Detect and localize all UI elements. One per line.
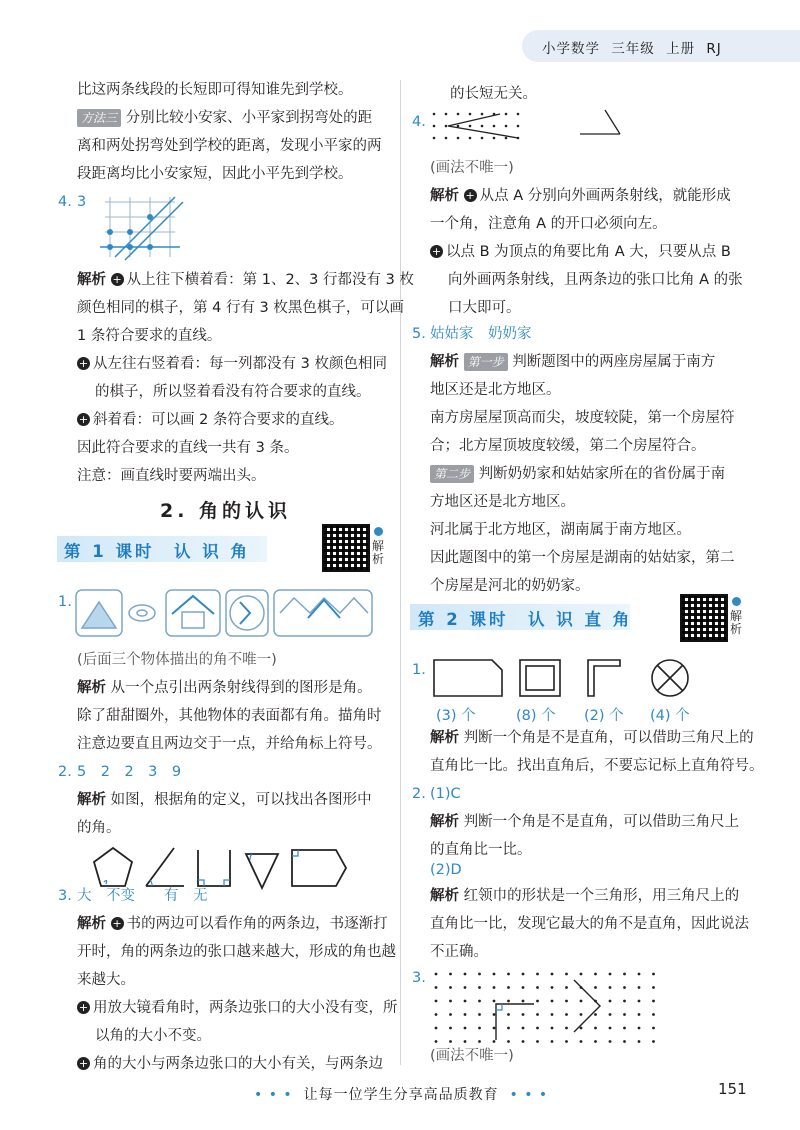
- q4-answer: 3: [77, 194, 87, 210]
- grid-dot: [638, 1013, 641, 1016]
- lesson2-title: 第 2 课时 认 识 直 角: [418, 610, 633, 629]
- grid-dot: [478, 986, 481, 989]
- grid-dot: [594, 1040, 597, 1043]
- grid-dot: [507, 1013, 510, 1016]
- grid-dot: [580, 1040, 583, 1043]
- grid-dot: [478, 1000, 481, 1003]
- q1-number: 1.: [58, 594, 72, 610]
- left-line-4: 段距离均比小安家短，因此小平先到学校。: [77, 166, 353, 182]
- jx7-line-a: 解析 判断一个角是不是直角，可以借助三角尺上的: [430, 730, 754, 746]
- grid-dot: [435, 973, 438, 976]
- bullet-icon: +: [78, 1001, 89, 1014]
- grid-dot: [507, 986, 510, 989]
- grid-dot: [652, 1027, 655, 1030]
- grid-dot: [522, 986, 525, 989]
- analysis-label: 解析: [430, 354, 459, 370]
- jx1-line-d: + 从左往右竖着看：每一列都没有 3 枚颜色相同: [78, 356, 387, 372]
- page-number: 151: [718, 1080, 747, 1098]
- jx6-line-h: 因此题图中的第一个房屋是湖南的姑姑家，第二: [430, 550, 735, 566]
- grid-dot: [464, 1040, 467, 1043]
- jx5-line-e: 口大即可。: [448, 300, 521, 316]
- grid-dot: [623, 1000, 626, 1003]
- rq4-note: (画法不唯一): [430, 160, 514, 176]
- bullet-icon: +: [78, 357, 89, 370]
- bullet-icon: +: [112, 273, 122, 286]
- rays-figure: [430, 108, 630, 144]
- jx8-line-b: 的直角比一比。: [430, 842, 532, 858]
- grid-dot: [464, 973, 467, 976]
- rq2-answer-2: (2)D: [430, 862, 462, 878]
- grid-dot: [623, 1013, 626, 1016]
- grid-dot: [435, 986, 438, 989]
- analysis-label: 解析: [430, 188, 459, 204]
- q3-answer: 大 不变 有 无: [77, 888, 208, 904]
- chess-grid-figure: [95, 192, 185, 262]
- q2-answer: 5 2 2 3 9: [77, 764, 182, 780]
- grid-dot: [435, 1040, 438, 1043]
- analysis-label: 解析: [430, 814, 459, 830]
- jx1-line-f: + 斜着看：可以画 2 条符合要求的直线。: [78, 412, 344, 428]
- rq4-number: 4.: [412, 114, 426, 130]
- grid-dot: [435, 1000, 438, 1003]
- jx5-line-c: + 以点 B 为顶点的角要比角 A 大，只要从点 B: [431, 244, 731, 260]
- jx6-line-i: 个房屋是河北的奶奶家。: [430, 578, 590, 594]
- grid-dot: [449, 1040, 452, 1043]
- grid-dot: [652, 986, 655, 989]
- jx3-line-b: 的角。: [77, 820, 121, 836]
- rq3-note: (画法不唯一): [430, 1048, 514, 1064]
- jx9-line-c: 不正确。: [430, 944, 488, 960]
- grid-dot: [565, 1013, 568, 1016]
- grid-dot: [652, 1040, 655, 1043]
- grid-dot: [522, 1040, 525, 1043]
- jx5-line-b: 一个角，注意角 A 的开口必须向左。: [430, 216, 667, 232]
- grid-dot: [623, 1027, 626, 1030]
- grid-dot: [609, 973, 612, 976]
- qr-code-icon[interactable]: [322, 524, 370, 572]
- jx1-line-g: 因此符合要求的直线一共有 3 条。: [77, 440, 299, 456]
- play-icon: [732, 597, 741, 606]
- grid-dot: [449, 1027, 452, 1030]
- grid-dot: [609, 1000, 612, 1003]
- qr-label: 解析: [730, 609, 743, 636]
- grid-dot: [609, 986, 612, 989]
- grid-dot: [478, 1040, 481, 1043]
- jx2-line-a: 解析 从一个点引出两条射线得到的图形是角。: [77, 680, 372, 696]
- left-line-3: 离和两处拐弯处到学校的距离，发现小平家的两: [77, 138, 382, 154]
- jx4-line-c: 来越大。: [77, 972, 135, 988]
- header-volume: 上册: [666, 41, 696, 57]
- count-3: (2) 个: [584, 708, 624, 724]
- grid-dot: [580, 1013, 583, 1016]
- jx4-line-b: 开时，角的两条边的张口越来越大，形成的角也越: [77, 944, 396, 960]
- grid-dot: [609, 1040, 612, 1043]
- shape-angles-figure: [88, 842, 348, 892]
- grid-dot: [493, 1040, 496, 1043]
- jx1-line-e: 的棋子，所以竖着看没有符合要求的直线。: [95, 384, 371, 400]
- grid-dot: [623, 973, 626, 976]
- rq1-counts: [436, 704, 706, 724]
- method3-text: 分别比较小安家、小平家到拐弯处的距: [125, 110, 373, 126]
- grid-dot: [435, 1013, 438, 1016]
- grid-dot: [478, 973, 481, 976]
- jx7-line-b: 直角比一比。找出直角后，不要忘记标上直角符号。: [430, 758, 764, 774]
- grid-dot: [652, 1000, 655, 1003]
- grid-dot: [609, 1027, 612, 1030]
- jx6-line-d: 合；北方屋顶坡度较缓，第二个房屋符合。: [430, 438, 706, 454]
- grid-dot: [623, 1040, 626, 1043]
- grid-dot: [551, 986, 554, 989]
- jx5-line-d: 向外画两条射线，且两条边的张口比角 A 的张: [448, 272, 743, 288]
- grid-dot: [435, 1027, 438, 1030]
- grid-dot: [536, 1027, 539, 1030]
- analysis-label: 解析: [77, 272, 106, 288]
- jx6-line-g: 河北属于北方地区，湖南属于南方地区。: [430, 522, 691, 538]
- header-grade: 三年级: [611, 41, 655, 57]
- grid-dot: [464, 1013, 467, 1016]
- rq5-number: 5.: [412, 326, 426, 342]
- grid-dot: [536, 986, 539, 989]
- grid-dot: [478, 1027, 481, 1030]
- play-icon: [374, 527, 383, 536]
- right-angle-shapes-figure: [430, 656, 710, 702]
- grid-dot: [565, 1040, 568, 1043]
- grid-dot: [565, 1027, 568, 1030]
- grid-dot: [594, 1027, 597, 1030]
- jx1-line-b: 颜色相同的棋子，第 4 行有 3 枚黑色棋子，可以画: [77, 300, 404, 316]
- rq2-answer-1: (1)C: [430, 786, 461, 802]
- grid-dot: [536, 1000, 539, 1003]
- q2-number: 2.: [58, 764, 72, 780]
- jx1-line-h: 注意：画直线时要两端出头。: [77, 468, 266, 484]
- grid-dot: [493, 1013, 496, 1016]
- grid-dot: [507, 973, 510, 976]
- grid-dot: [565, 973, 568, 976]
- grid-dot: [551, 1040, 554, 1043]
- angle-objects-figure: [74, 588, 374, 640]
- jx9-line-b: 直角比一比，发现它最大的角不是直角，因此说法: [430, 916, 749, 932]
- grid-dot: [609, 1013, 612, 1016]
- bullet-icon: +: [112, 917, 122, 930]
- grid-dot: [638, 1040, 641, 1043]
- dot-grid-right-angle-figure: [430, 966, 670, 1044]
- grid-dot: [551, 1013, 554, 1016]
- qr-code-icon[interactable]: [680, 594, 728, 642]
- grid-dot: [580, 973, 583, 976]
- header-subject: 小学数学: [542, 41, 600, 57]
- section-title: 2. 角的认识: [160, 500, 292, 522]
- grid-dot: [464, 986, 467, 989]
- grid-dot: [478, 1013, 481, 1016]
- jx4-line-a: 解析 + 书的两边可以看作角的两条边，书逐渐打: [77, 916, 388, 932]
- bullet-icon: +: [78, 413, 89, 426]
- grid-dot: [623, 986, 626, 989]
- jx1-line-a: 解析 + 从上往下横着看：第 1、2、3 行都没有 3 枚: [77, 272, 414, 288]
- grid-dot: [507, 1040, 510, 1043]
- jx4-line-e: 以角的大小不变。: [95, 1028, 211, 1044]
- step1-tag: 第一步: [464, 353, 508, 371]
- q4-number: 4.: [58, 194, 72, 210]
- rq5-answer: 姑姑家 奶奶家: [430, 326, 532, 342]
- jx6-line-f: 方地区还是北方地区。: [430, 494, 575, 510]
- grid-dot: [493, 973, 496, 976]
- grid-dot: [522, 1027, 525, 1030]
- jx8-line-a: 解析 判断一个角是不是直角，可以借助三角尺上: [430, 814, 740, 830]
- grid-dot: [638, 986, 641, 989]
- grid-dot: [652, 973, 655, 976]
- grid-dot: [522, 1000, 525, 1003]
- jx4-line-d: + 用放大镜看角时，两条边张口的大小没有变，所: [78, 1000, 398, 1016]
- method3-line: [77, 108, 372, 128]
- grid-dot: [652, 1013, 655, 1016]
- grid-dot: [580, 1000, 583, 1003]
- jx2-line-c: 注意边要直且两边交于一点，并给角标上符号。: [77, 736, 382, 752]
- grid-dot: [493, 1000, 496, 1003]
- grid-dot: [449, 1000, 452, 1003]
- analysis-label: 解析: [77, 916, 106, 932]
- jx2-line-b: 除了甜甜圈外，其他物体的表面都有角。描角时: [77, 708, 382, 724]
- jx9-line-a: 解析 红领巾的形状是一个三角形，用三角尺上的: [430, 888, 740, 904]
- grid-dot: [464, 1027, 467, 1030]
- grid-dot: [638, 1027, 641, 1030]
- jx6-line-c: 南方房屋屋顶高而尖，坡度较陡，第一个房屋符: [430, 410, 735, 426]
- grid-dot: [638, 973, 641, 976]
- jx5-line-a: 解析 + 从点 A 分别向外画两条射线，就能形成: [430, 188, 731, 204]
- grid-dot: [536, 1040, 539, 1043]
- jx4-line-f: + 角的大小与两条边张口的大小有关，与两条边: [78, 1056, 383, 1072]
- lesson1-title: 第 1 课时 认 识 角: [64, 542, 250, 561]
- grid-dot: [522, 1013, 525, 1016]
- grid-dot: [580, 1027, 583, 1030]
- analysis-label: 解析: [430, 730, 459, 746]
- grid-dot: [493, 1027, 496, 1030]
- jx1-line-c: 1 条符合要求的直线。: [77, 328, 222, 344]
- grid-dot: [594, 1013, 597, 1016]
- bullet-icon: +: [431, 245, 442, 258]
- left-line-1: 比这两条线段的长短即可得知谁先到学校。: [77, 82, 353, 98]
- grid-dot: [522, 973, 525, 976]
- rq3-number: 3.: [412, 970, 426, 986]
- grid-dot: [638, 1000, 641, 1003]
- q1-note: (后面三个物体描出的角不唯一): [77, 652, 277, 668]
- grid-dot: [551, 973, 554, 976]
- grid-dot: [493, 986, 496, 989]
- q3-number: 3.: [58, 888, 72, 904]
- analysis-label: 解析: [430, 888, 459, 904]
- grid-dot: [565, 986, 568, 989]
- grid-dot: [536, 1013, 539, 1016]
- bullet-icon: +: [78, 1057, 89, 1070]
- grid-dot: [594, 973, 597, 976]
- grid-dot: [594, 986, 597, 989]
- header-edition: RJ: [706, 41, 722, 57]
- grid-dot: [464, 1000, 467, 1003]
- count-2: (8) 个: [516, 708, 556, 724]
- count-1: (3) 个: [436, 708, 476, 724]
- jx6-line-e: 第二步 判断奶奶家和姑姑家所在的省份属于南: [430, 464, 725, 484]
- count-4: (4) 个: [650, 708, 690, 724]
- grid-dot: [449, 1013, 452, 1016]
- analysis-label: 解析: [77, 792, 106, 808]
- step2-tag: 第二步: [430, 465, 474, 483]
- qr-label: 解析: [372, 539, 385, 566]
- footer-slogan: • • • 让每一位学生分享高品质教育 • • •: [254, 1087, 549, 1103]
- grid-dot: [507, 1027, 510, 1030]
- grid-dot: [536, 973, 539, 976]
- header-info: [542, 37, 722, 57]
- jx6-line-a: 解析 第一步 判断题图中的两座房屋属于南方: [430, 354, 716, 370]
- grid-dot: [551, 1000, 554, 1003]
- jx6-line-b: 地区还是北方地区。: [430, 382, 561, 398]
- column-divider: [400, 80, 401, 1065]
- rq2-number: 2.: [412, 786, 426, 802]
- bullet-icon: +: [465, 189, 475, 202]
- method3-tag: 方法三: [77, 109, 121, 127]
- grid-dot: [551, 1027, 554, 1030]
- right-line-1: 的长短无关。: [450, 86, 537, 102]
- grid-dot: [449, 973, 452, 976]
- grid-dot: [449, 986, 452, 989]
- rq1-number: 1.: [412, 662, 426, 678]
- jx3-line-a: 解析 如图，根据角的定义，可以找出各图形中: [77, 792, 372, 808]
- grid-dot: [507, 1000, 510, 1003]
- grid-dot: [565, 1000, 568, 1003]
- analysis-label: 解析: [77, 680, 106, 696]
